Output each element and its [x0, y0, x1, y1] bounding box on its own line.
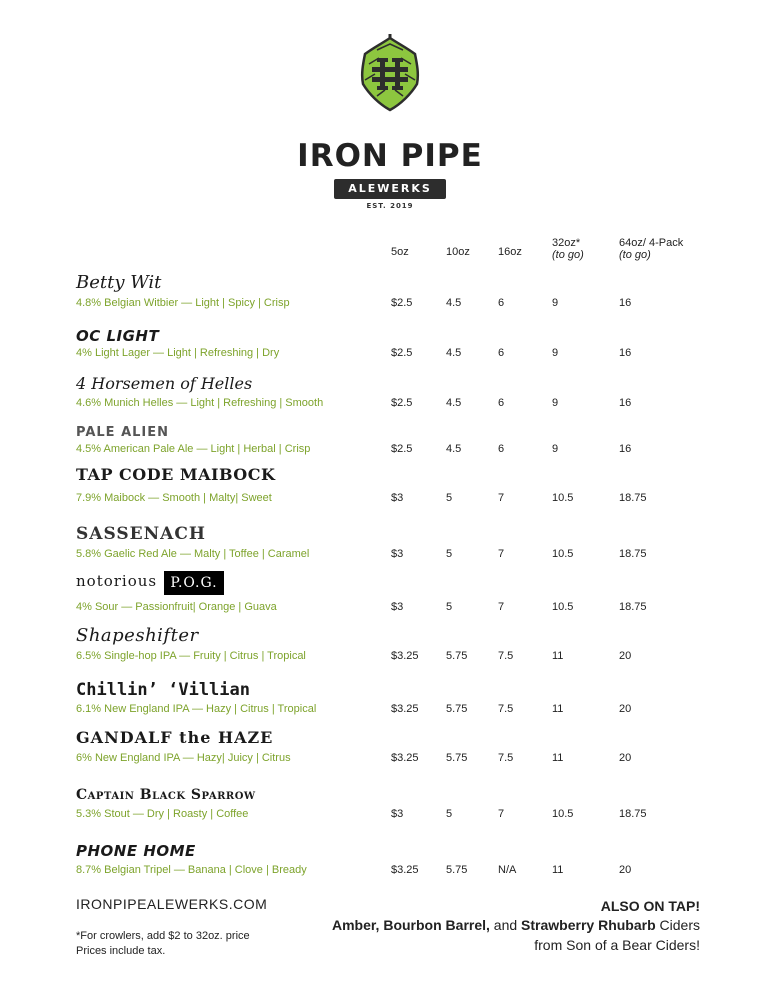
price-64oz: 20	[619, 703, 632, 715]
beer-desc: 4.6% Munich Helles — Light | Refreshing | Smooth	[76, 397, 324, 409]
price-16oz: 7	[498, 601, 505, 613]
price-10oz: 5.75	[446, 752, 468, 764]
price-64oz: 18.75	[619, 808, 647, 820]
brand-est: EST. 2019	[366, 202, 414, 210]
beer-name: SASSENACH	[76, 524, 206, 544]
beer-desc: 4% Light Lager — Light | Refreshing | Dry	[76, 347, 280, 359]
beer-desc: 6.5% Single-hop IPA — Fruity | Citrus | Tropical	[76, 650, 306, 662]
price-64oz: 16	[619, 297, 632, 309]
beer-name: PALE ALIEN	[76, 425, 170, 440]
beer-desc: 4% Sour — Passionfruit| Orange | Guava	[76, 601, 277, 613]
price-16oz: 7.5	[498, 752, 514, 764]
price-5oz: $3	[391, 492, 404, 504]
beer-desc: 8.7% Belgian Tripel — Banana | Clove | Bready	[76, 864, 307, 876]
beer-name: Shapeshifter	[76, 625, 199, 646]
price-64oz: 20	[619, 650, 632, 662]
price-5oz: $3.25	[391, 703, 419, 715]
price-5oz: $3	[391, 548, 404, 560]
also-on-tap-title	[601, 898, 700, 914]
beer-name: PHONE HOME	[76, 842, 196, 860]
price-16oz: 7	[498, 548, 505, 560]
price-16oz: 6	[498, 297, 505, 309]
price-64oz: 20	[619, 752, 632, 764]
price-16oz: 6	[498, 347, 505, 359]
header-32oz-sub: (to go)	[552, 249, 584, 261]
price-64oz: 18.75	[619, 548, 647, 560]
price-5oz: $2.5	[391, 347, 413, 359]
price-32oz: 11	[552, 650, 564, 662]
price-64oz: 16	[619, 347, 632, 359]
also-line1-d: Ciders	[655, 917, 700, 933]
price-5oz: $3	[391, 601, 404, 613]
beer-name: 4 Horsemen of Helles	[76, 374, 253, 393]
price-16oz: 7	[498, 492, 505, 504]
price-10oz: 4.5	[446, 297, 462, 309]
price-10oz: 4.5	[446, 397, 462, 409]
price-32oz: 11	[552, 703, 564, 715]
header-5oz: 5oz	[391, 246, 409, 258]
beer-name: Chillin’ ‘Villian	[76, 680, 250, 700]
beer-desc: 6% New England IPA — Hazy| Juicy | Citrus	[76, 752, 291, 764]
header-16oz: 16oz	[498, 246, 522, 258]
price-10oz: 5	[446, 601, 453, 613]
beer-name: notorious	[76, 572, 158, 590]
crowler-note: *For crowlers, add $2 to 32oz. price	[76, 930, 250, 942]
header-64oz-label: 64oz/ 4-Pack	[619, 237, 684, 249]
price-5oz: $3.25	[391, 864, 419, 876]
price-64oz: 20	[619, 864, 632, 876]
beer-name: OC LIGHT	[76, 327, 160, 345]
beer-name: GANDALF the HAZE	[76, 728, 274, 747]
price-32oz: 9	[552, 297, 559, 309]
price-10oz: 4.5	[446, 443, 462, 455]
price-64oz: 18.75	[619, 492, 647, 504]
price-16oz: 7	[498, 808, 505, 820]
price-32oz: 11	[552, 864, 564, 876]
header-64oz	[619, 237, 683, 261]
beer-desc: 4.5% American Pale Ale — Light | Herbal | Crisp	[76, 443, 311, 455]
beer-desc: 6.1% New England IPA — Hazy | Citrus | Tropical	[76, 703, 317, 715]
also-on-tap-line1	[332, 917, 700, 933]
beer-name-badge: P.O.G.	[164, 571, 224, 595]
beer-desc: 4.8% Belgian Witbier — Light | Spicy | Crisp	[76, 297, 290, 309]
also-title-text: ALSO ON TAP!	[600, 898, 700, 914]
header-10oz: 10oz	[446, 246, 470, 258]
brand-banner: ALEWERKS	[334, 179, 446, 199]
price-64oz: 18.75	[619, 601, 647, 613]
header-64oz-sub: (to go)	[619, 249, 651, 261]
price-16oz: 7.5	[498, 650, 514, 662]
header-32oz	[552, 237, 584, 261]
price-16oz: 6	[498, 443, 505, 455]
tax-note: Prices include tax.	[76, 945, 166, 957]
also-line1-b: and	[489, 917, 522, 933]
price-5oz: $3.25	[391, 650, 419, 662]
price-5oz: $3.25	[391, 752, 419, 764]
price-32oz: 11	[552, 752, 564, 764]
brand-name: IRON PIPE	[297, 138, 483, 174]
price-32oz: 10.5	[552, 808, 574, 820]
price-5oz: $2.5	[391, 443, 413, 455]
price-10oz: 5.75	[446, 864, 468, 876]
price-5oz: $3	[391, 808, 404, 820]
price-16oz: 7.5	[498, 703, 514, 715]
price-10oz: 5	[446, 808, 453, 820]
beer-name: Captain Black Sparrow	[76, 787, 256, 803]
also-line1-c: Strawberry Rhubarb	[521, 917, 656, 933]
price-32oz: 9	[552, 397, 559, 409]
price-32oz: 10.5	[552, 601, 574, 613]
price-16oz: 6	[498, 397, 505, 409]
price-64oz: 16	[619, 397, 632, 409]
price-5oz: $2.5	[391, 397, 413, 409]
beer-desc: 5.8% Gaelic Red Ale — Malty | Toffee | Caramel	[76, 548, 310, 560]
price-10oz: 5	[446, 492, 453, 504]
price-32oz: 9	[552, 443, 559, 455]
price-16oz: N/A	[498, 864, 517, 876]
price-64oz: 16	[619, 443, 632, 455]
beer-name: Betty Wit	[76, 272, 162, 293]
hop-icon	[355, 34, 425, 112]
beer-name: TAP CODE MAIBOCK	[76, 465, 276, 484]
also-line1-a: Amber, Bourbon Barrel,	[331, 917, 490, 933]
price-10oz: 5.75	[446, 650, 468, 662]
price-5oz: $2.5	[391, 297, 413, 309]
website-link[interactable]: IRONPIPEALEWERKS.COM	[76, 896, 268, 912]
price-10oz: 5	[446, 548, 453, 560]
price-32oz: 10.5	[552, 548, 574, 560]
price-32oz: 10.5	[552, 492, 574, 504]
also-on-tap-line2: from Son of a Bear Ciders!	[534, 937, 700, 953]
brand-logo	[285, 34, 495, 210]
price-10oz: 4.5	[446, 347, 462, 359]
beer-desc: 7.9% Maibock — Smooth | Malty| Sweet	[76, 492, 272, 504]
beer-desc: 5.3% Stout — Dry | Roasty | Coffee	[76, 808, 249, 820]
price-10oz: 5.75	[446, 703, 468, 715]
header-32oz-label: 32oz*	[552, 237, 581, 249]
price-32oz: 9	[552, 347, 559, 359]
